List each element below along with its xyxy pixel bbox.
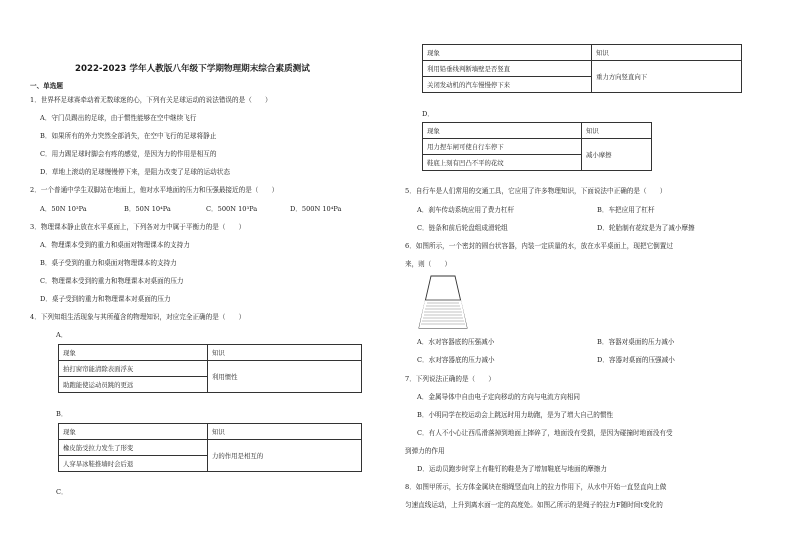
q5-option-d: D．轮胎制有花纹是为了减小摩擦 [597, 224, 695, 232]
q7-option-c-line1: C．有人不小心让西瓜滑落掉到地面上摔碎了，地面没有受损，是因为碰撞时地面没有受 [417, 429, 673, 437]
q6-option-b: B．容器对桌面的压力减小 [597, 338, 675, 346]
table-cell: 鞋底上刻有凹凸不平的花纹 [423, 155, 582, 171]
q4-table-b [58, 423, 362, 472]
q6-stem-line1: 6．如图所示，一个密封的圆台状容器，内装一定质量的水，放在水平桌面上，现把它倒置过 [405, 242, 673, 250]
table-header: 知识 [208, 424, 362, 440]
right-page [397, 0, 794, 560]
table-header: 知识 [582, 123, 652, 139]
frustum-container-figure [415, 272, 471, 332]
table-cell: 人穿旱冰鞋推墙时会后退 [59, 456, 208, 472]
page-title: 2022-2023 学年人教版八年级下学期物理期末综合素质测试 [75, 64, 310, 74]
q3-option-d: D．桌子受到的重力和物理课本对桌面的压力 [40, 295, 171, 303]
table-cell: 利用铅垂线判断墙壁是否竖直 [423, 61, 592, 77]
table-cell: 拍打窗帘能清除表面浮灰 [59, 361, 208, 377]
q8-stem-line1: 8．如图甲所示，长方体金属块在细绳竖直向上的拉力作用下，从水中开始一直竖直向上做 [405, 483, 667, 491]
q7-option-a: A．金属导体中自由电子定向移动的方向与电流方向相同 [417, 393, 581, 401]
q3-option-a: A．物理课本受到的重力和桌面对物理课本的支持力 [40, 241, 190, 249]
q4-option-a-label: A． [56, 331, 68, 339]
q2-option-d: D．500N 10⁴Pa [290, 205, 342, 213]
q1-stem: 1．世界杯足球赛牵动着无数球迷的心，下列有关足球运动的说法错误的是（ ） [30, 96, 272, 104]
table-cell: 力的作用是相互的 [208, 440, 362, 472]
q4-option-b-label: B． [56, 410, 68, 418]
table-cell: 减小摩擦 [582, 139, 652, 171]
table-cell: 助跑能使运动员跳的更远 [59, 377, 208, 393]
table-cell: 关闭发动机的汽车慢慢停下来 [423, 77, 592, 93]
table-header: 知识 [592, 45, 742, 61]
q5-stem: 5．自行车是人们常用的交通工具，它应用了许多物理知识，下面说法中正确的是（ ） [405, 187, 667, 195]
table-cell: 利用惯性 [208, 361, 362, 393]
q3-option-b: B．桌子受到的重力和桌面对物理课本的支持力 [40, 259, 177, 267]
q1-option-b: B．如果所有的外力突然全部消失，在空中飞行的足球将静止 [40, 132, 217, 140]
q4-table-c [422, 44, 742, 93]
q1-option-d: D．草地上滚动的足球慢慢停下来，是阻力改变了足球的运动状态 [40, 168, 230, 176]
q3-stem: 3．物理课本静止放在水平桌面上，下列各对力中属于平衡力的是（ ） [30, 223, 246, 231]
table-header: 现象 [59, 424, 208, 440]
q7-option-b: B．小明同学在校运动会上跳远时用力助跑，是为了增大自己的惯性 [417, 411, 614, 419]
q6-option-c: C．水对容器底的压力减小 [417, 356, 495, 364]
table-header: 现象 [423, 123, 582, 139]
q3-option-c: C．物理课本受到的重力和物理课本对桌面的压力 [40, 277, 184, 285]
q8-stem-line2: 匀速直线运动，上升到离水面一定的高度处。如图乙所示的是绳子的拉力F随时间t变化的 [405, 501, 663, 509]
q7-option-c-line2: 到弹力的作用 [405, 447, 445, 455]
q5-option-b: B．车把应用了杠杆 [597, 206, 655, 214]
q7-option-d: D．运动员跑步时穿上有鞋钉的鞋是为了增加鞋底与地面的摩擦力 [417, 465, 607, 473]
q1-option-a: A．守门员踢出的足球，由于惯性能够在空中继续飞行 [40, 114, 197, 122]
q5-option-a: A．刹车传动系统应用了费力杠杆 [417, 206, 515, 214]
table-cell: 橡皮筋受拉力发生了形变 [59, 440, 208, 456]
table-header: 现象 [59, 345, 208, 361]
q2-option-c: C．500N 10³Pa [206, 205, 258, 213]
q4-option-c-label: C． [56, 488, 68, 496]
q7-stem: 7．下列说法正确的是（ ） [405, 375, 495, 383]
table-header: 知识 [208, 345, 362, 361]
q2-stem: 2．一个普通中学生双脚站在地面上，他对水平地面的压力和压强最接近的是（ ） [30, 186, 279, 194]
table-cell: 用力捏车闸可使自行车停下 [423, 139, 582, 155]
table-cell: 重力方向竖直向下 [592, 61, 742, 93]
section-heading: 一、单选题 [30, 82, 63, 90]
q6-stem-line2: 来，则（ ） [405, 260, 452, 268]
q2-option-b: B．50N 10⁴Pa [124, 205, 171, 213]
table-header: 现象 [423, 45, 592, 61]
q2-option-a: A．50N 10³Pa [40, 205, 87, 213]
q1-option-c: C．用力踢足球时脚会有疼的感觉，是因为力的作用是相互的 [40, 150, 217, 158]
q6-option-a: A．水对容器底的压强减小 [417, 338, 495, 346]
q4-option-d-label: D． [422, 110, 434, 118]
q6-option-d: D．容器对桌面的压强减小 [597, 356, 675, 364]
q4-stem: 4．下列知组生活现象与其所蕴含的物理知识，对应完全正确的是（ ） [30, 313, 246, 321]
q5-option-c: C．链条和前后轮盘组成滑轮组 [417, 224, 508, 232]
q4-table-d [422, 122, 652, 171]
q4-table-a [58, 344, 362, 393]
